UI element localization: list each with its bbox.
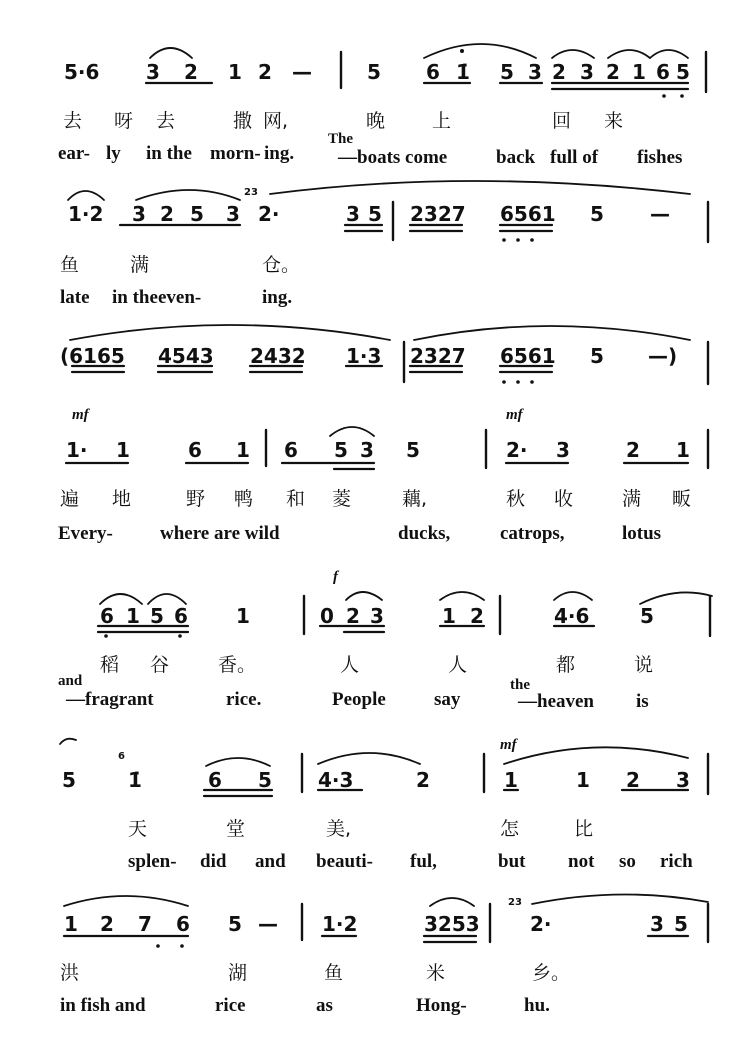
note: 5: [150, 604, 164, 628]
dots-3: [502, 380, 534, 384]
dynamic-mark: mf: [72, 407, 89, 423]
dynamic-mark: mf: [500, 737, 517, 753]
lyric-cn: 洪: [60, 962, 80, 984]
lyric-en: back: [496, 147, 536, 168]
lyric-en: ear-: [58, 143, 90, 164]
lyric-en: where are wild: [160, 523, 280, 544]
dots-5: [104, 634, 182, 638]
dynamic-mark: f: [333, 569, 338, 585]
note: 5: [258, 768, 272, 792]
note: 5·6: [64, 60, 100, 84]
note: 2: [100, 912, 114, 936]
lyric-cn: 去: [156, 110, 176, 132]
note: 1·2: [322, 912, 358, 936]
lyric-cn: 说: [634, 654, 654, 676]
lyric-cn: 回: [552, 110, 572, 132]
lyric-en: fishes: [637, 147, 683, 168]
lyric-cn: 怎: [500, 818, 520, 840]
note: 4·6: [554, 604, 590, 628]
note: 2: [184, 60, 198, 84]
note: 6: [188, 438, 202, 462]
slurs-6: [60, 739, 688, 766]
lyric-en: Every-: [58, 523, 113, 544]
note: 1̇: [456, 60, 470, 84]
note: 3: [650, 912, 664, 936]
slurs-1: [150, 44, 688, 58]
dots-7: [156, 944, 184, 948]
lyric-en: rice.: [226, 689, 262, 710]
lyric-en: rice: [215, 995, 246, 1016]
lyric-en: so: [619, 851, 636, 872]
note: 1: [676, 438, 690, 462]
note: 5: [406, 438, 420, 462]
lyric-cn: 稻: [100, 654, 120, 676]
note: 5: [367, 60, 381, 84]
note: 2: [470, 604, 484, 628]
note: 7: [138, 912, 152, 936]
lyric-cn: 天: [128, 818, 148, 840]
grace-note: 23: [508, 897, 522, 908]
note: 1: [504, 768, 518, 792]
note: 1: [236, 604, 250, 628]
note: 6: [208, 768, 222, 792]
lyric-cn: 谷: [150, 654, 170, 676]
note: 6: [426, 60, 440, 84]
note: 2: [606, 60, 620, 84]
lyric-cn: 晚: [366, 110, 386, 132]
lyric-en-small: The: [328, 131, 354, 147]
beams-4: [66, 463, 688, 469]
grace-note: 6: [118, 751, 125, 762]
note: 1·: [66, 438, 88, 462]
slurs-7: [64, 894, 708, 906]
lyric-en: catrops,: [500, 523, 565, 544]
lyric-en: Hong-: [416, 995, 467, 1016]
lyric-en: lotus: [622, 523, 662, 544]
note: 2·: [506, 438, 528, 462]
lyric-cn: 遍: [60, 488, 80, 510]
note: 5: [640, 604, 654, 628]
lyric-cn: 人: [340, 654, 360, 676]
lyric-cn: 香。: [218, 654, 257, 676]
lyric-cn: 畈: [672, 488, 692, 510]
beams-3: [72, 366, 552, 372]
note: 6: [656, 60, 670, 84]
lyric-en: did: [200, 851, 227, 872]
note: 6561: [500, 202, 556, 226]
note: 1̇: [128, 768, 142, 792]
lyric-cn: 和: [286, 488, 306, 510]
note: 2: [160, 202, 174, 226]
beams-7: [64, 936, 688, 942]
lyric-cn: 美,: [326, 818, 352, 840]
note: 3: [556, 438, 570, 462]
note: 6: [284, 438, 298, 462]
beams-2: [120, 225, 552, 231]
lyric-en: beauti-: [316, 851, 373, 872]
lyric-cn: 上: [432, 110, 452, 132]
lyric-cn: 野: [186, 488, 206, 510]
note: 1·3: [346, 344, 382, 368]
dots-2: [502, 238, 534, 242]
dots-1: [460, 49, 684, 98]
lyric-en: splen-: [128, 851, 177, 872]
lyric-cn: 都: [556, 654, 576, 676]
dynamic-mark: mf: [506, 407, 523, 423]
dash: —): [648, 344, 678, 368]
note: 2·: [530, 912, 552, 936]
note: 5: [500, 60, 514, 84]
note: 2: [552, 60, 566, 84]
note: 3: [360, 438, 374, 462]
lyric-en: —boats come: [338, 147, 448, 168]
lyric-en: hu.: [524, 995, 550, 1016]
lyric-cn: 去: [63, 110, 83, 132]
note: 3: [528, 60, 542, 84]
lyric-en: ducks,: [398, 523, 451, 544]
lyric-en: as: [316, 995, 333, 1016]
note: 1: [126, 604, 140, 628]
lyric-en: in fish and: [60, 995, 146, 1016]
lyric-cn: 堂: [226, 818, 246, 840]
lyric-en: ing.: [264, 143, 295, 164]
dash: —: [650, 202, 670, 226]
note: 1: [632, 60, 646, 84]
lyric-en-small: and: [58, 673, 83, 689]
note: 2: [258, 60, 272, 84]
note: 0: [320, 604, 334, 628]
note: 6: [174, 604, 188, 628]
slurs-5: [100, 592, 712, 604]
slurs-3: [70, 325, 690, 340]
slurs-4: [330, 427, 374, 436]
lyric-cn: 秋: [506, 488, 526, 510]
note: 2327: [410, 202, 466, 226]
lyric-en: is: [636, 691, 649, 712]
lyric-en: rich: [660, 851, 693, 872]
note: 5: [190, 202, 204, 226]
note: 2327: [410, 344, 466, 368]
note: 5: [590, 344, 604, 368]
lyric-en: in the: [112, 287, 158, 308]
lyric-cn: 满: [622, 488, 642, 510]
lyric-en: but: [498, 851, 526, 872]
lyric-en-small: the: [510, 677, 530, 693]
note: 3253: [424, 912, 480, 936]
note: 2: [346, 604, 360, 628]
lyric-en: —heaven: [518, 691, 594, 712]
note: 2: [416, 768, 430, 792]
lyric-cn: 米: [426, 962, 446, 984]
note: 1: [64, 912, 78, 936]
lyric-cn: 湖: [228, 962, 248, 984]
note: 3: [580, 60, 594, 84]
lyric-en: ful,: [410, 851, 437, 872]
note: 1: [442, 604, 456, 628]
note: 1: [236, 438, 250, 462]
lyric-cn: 鸭: [234, 488, 254, 510]
note: 5: [228, 912, 242, 936]
lyric-en: ing.: [262, 287, 293, 308]
lyric-cn: 人: [448, 654, 468, 676]
note: 1·2: [68, 202, 104, 226]
dash: —: [292, 60, 312, 84]
slurs-2: [68, 181, 690, 200]
lyric-cn: 仓。: [262, 254, 301, 276]
lyric-cn: 鱼: [324, 962, 344, 984]
note: 1: [228, 60, 242, 84]
note: 2: [626, 438, 640, 462]
lyric-cn: 比: [574, 818, 594, 840]
note: 5: [62, 768, 76, 792]
note: 6: [100, 604, 114, 628]
lyric-en: say: [434, 689, 461, 710]
note: 2·: [258, 202, 280, 226]
lyric-en: People: [332, 689, 386, 710]
lyric-en: in the: [146, 143, 192, 164]
note: 3: [676, 768, 690, 792]
note: (6165: [60, 344, 125, 368]
note: 3: [132, 202, 146, 226]
note: 5: [368, 202, 382, 226]
lyric-cn: 收: [554, 488, 574, 510]
lyric-en: not: [568, 851, 595, 872]
lyric-en: full of: [550, 147, 599, 168]
note: 3: [146, 60, 160, 84]
note: 6561: [500, 344, 556, 368]
lyric-en: —fragrant: [66, 689, 154, 710]
note: 6: [176, 912, 190, 936]
lyric-cn: 网,: [263, 110, 289, 132]
note: 5: [674, 912, 688, 936]
note: 5: [334, 438, 348, 462]
lyric-en: even-: [158, 287, 202, 308]
note: 4·3: [318, 768, 354, 792]
lyric-en: late: [60, 287, 90, 308]
note: 3: [370, 604, 384, 628]
lyric-cn: 地: [112, 488, 132, 510]
note: 1: [576, 768, 590, 792]
lyric-cn: 藕,: [402, 488, 428, 510]
lyric-cn: 撒: [233, 110, 253, 132]
lyric-cn: 菱: [332, 488, 352, 510]
note: 3: [226, 202, 240, 226]
lyric-en: and: [255, 851, 286, 872]
note: 2432: [250, 344, 306, 368]
note: 4543: [158, 344, 214, 368]
lyric-cn: 满: [130, 254, 150, 276]
lyric-en: ly: [106, 143, 121, 164]
grace-note: 23: [244, 187, 258, 198]
note: 5: [676, 60, 690, 84]
note: 5: [590, 202, 604, 226]
dash: —: [258, 912, 278, 936]
note: 3: [346, 202, 360, 226]
note: 2: [626, 768, 640, 792]
beams-6: [204, 790, 688, 796]
lyric-cn: 乡。: [532, 962, 571, 984]
lyric-cn: 来: [604, 110, 624, 132]
note: 1: [116, 438, 130, 462]
lyric-cn: 鱼: [60, 254, 80, 276]
lyric-cn: 呀: [114, 110, 134, 132]
lyric-en: morn-: [210, 143, 261, 164]
